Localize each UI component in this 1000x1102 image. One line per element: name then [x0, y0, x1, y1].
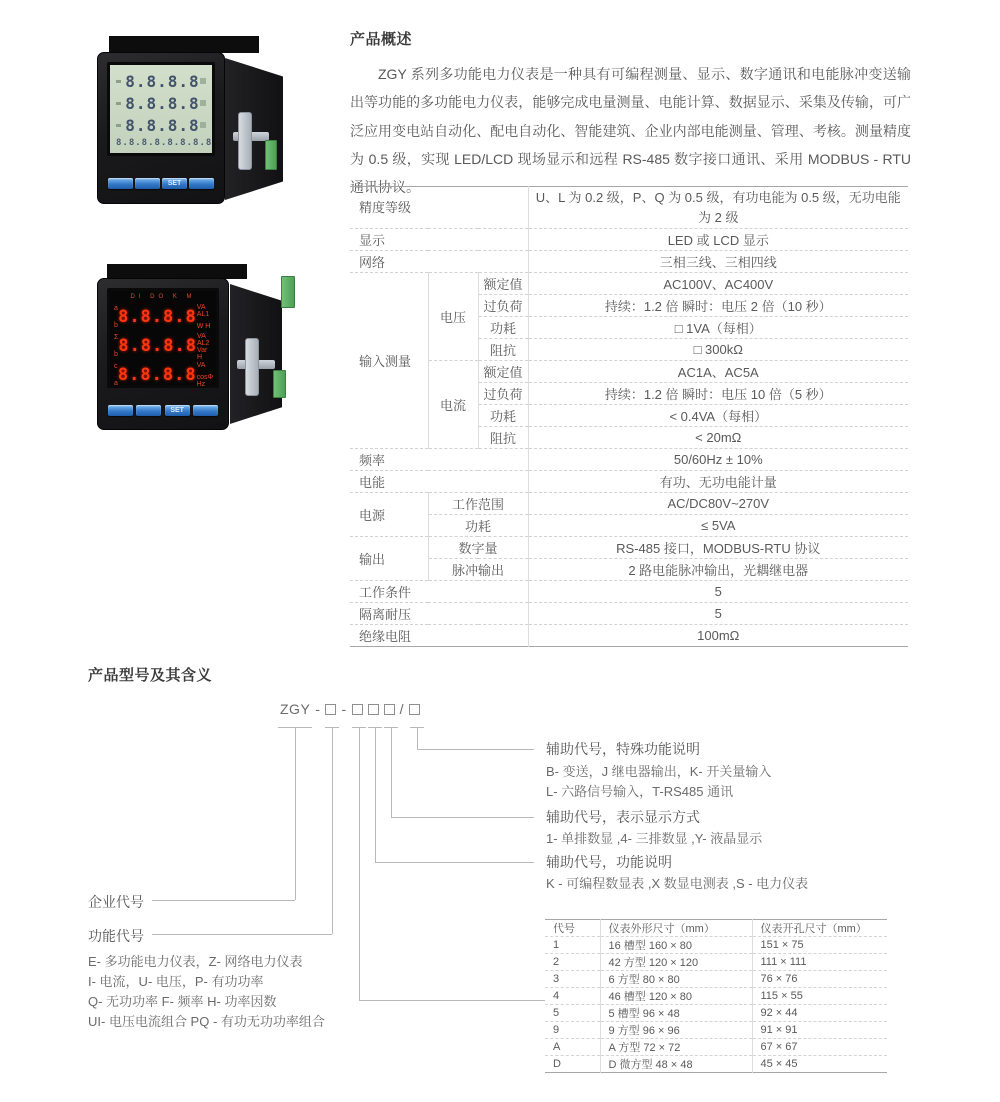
size-header-cutout: 仪表开孔尺寸（mm）	[752, 920, 887, 937]
model-slash: /	[399, 701, 405, 717]
function-code-label: 功能代号	[88, 928, 144, 944]
phase-letter: b	[114, 321, 118, 329]
spec-accuracy-label: 精度等级	[350, 187, 528, 229]
spec-current-impedance-value: < 20mΩ	[528, 427, 908, 449]
terminal-block	[281, 276, 295, 308]
meter-button	[135, 178, 160, 189]
meter-button	[193, 405, 218, 416]
spec-voltage-label: 电压	[428, 273, 478, 361]
size-cell: A 方型 72 × 72	[600, 1039, 752, 1056]
size-cell: A	[545, 1039, 600, 1056]
spec-power-range-value: AC/DC80V~270V	[528, 493, 908, 515]
spec-current-consumption-value: < 0.4VA（每相）	[528, 405, 908, 427]
overview-paragraph: ZGY 系列多功能电力仪表是一种具有可编程测量、显示、数字通讯和电能脉冲变送输出等功能的多功能电力仪表，能够完成电量测量、电能计算、数据显示、采集及传输，可广泛应用变电站自动化、配电自动化、智能建筑、企业内部电能测量、管理、考核。测量精度为 0.5 级，实现 LED/LCD 现场显示和远程 RS-485 数字接口通讯、采用 MODBUS - RTU 通讯协议。	[350, 66, 911, 196]
size-cell: 67 × 67	[752, 1039, 887, 1056]
model-placeholder-box-5	[409, 704, 420, 715]
connector-line-horizontal	[391, 817, 534, 818]
led-unit: VA AL2	[196, 332, 210, 347]
connector-line-vertical	[332, 728, 333, 934]
model-placeholder-box-1	[325, 704, 336, 715]
model-placeholder-box-3	[368, 704, 379, 715]
spec-voltage-rated-label: 额定值	[478, 273, 528, 295]
lcd-unit-mark	[200, 122, 206, 128]
spec-power-label: 电源	[350, 493, 428, 537]
led-unit: W H	[196, 322, 211, 330]
lcd-annunciator	[116, 102, 121, 105]
spec-current-label: 电流	[428, 361, 478, 449]
meter-button-row	[108, 178, 214, 189]
spec-energy-label: 电能	[350, 471, 528, 493]
lcd-digits: 8.8.8.8	[125, 71, 200, 91]
connector-line-vertical	[359, 728, 360, 1000]
connector-line-horizontal	[417, 749, 534, 750]
spec-output-digital-value: RS-485 接口，MODBUS-RTU 协议	[528, 537, 908, 559]
size-cell: 91 × 91	[752, 1022, 887, 1039]
model-placeholder-box-4	[384, 704, 395, 715]
spec-power-consumption-label: 功耗	[428, 515, 528, 537]
spec-voltage-impedance-value: □ 300kΩ	[528, 339, 908, 361]
size-cell: 16 槽型 160 × 80	[600, 937, 752, 954]
spec-display-value: LED 或 LCD 显示	[528, 229, 908, 251]
phase-letter: Σ	[114, 333, 119, 341]
led-unit: cosΦ Hz	[196, 373, 214, 388]
product-photo-lcd-meter	[95, 28, 300, 218]
function-code-line4: UI- 电压电流组合 PQ - 有功无功功率组合	[88, 1014, 325, 1029]
spec-current-rated-value: AC1A、AC5A	[528, 361, 908, 383]
meter-button	[108, 178, 133, 189]
meter-side-housing	[225, 58, 283, 200]
aux-code-display-title: 辅助代号，表示显示方式	[546, 809, 700, 825]
overview-heading: 产品概述	[350, 31, 413, 48]
led-display-row	[114, 302, 212, 331]
size-cell: D	[545, 1056, 600, 1073]
aux-code-special-line1: B- 变送，J 继电器输出，K- 开关量输入	[546, 764, 772, 779]
connector-line-horizontal	[152, 934, 332, 935]
spec-current-overload-label: 过负荷	[478, 383, 528, 405]
spec-voltage-consumption-label: 功耗	[478, 317, 528, 339]
lcd-display-row	[116, 114, 206, 136]
aux-code-function-title: 辅助代号，功能说明	[546, 854, 672, 870]
spec-working-condition-value: 5	[528, 581, 908, 603]
spec-current-overload-value: 持续：1.2 倍 瞬时：电压 10 倍（5 秒）	[528, 383, 908, 405]
led-display-row	[114, 331, 212, 360]
spec-power-range-label: 工作范围	[428, 493, 528, 515]
spec-output-pulse-value: 2 路电能脉冲输出，光耦继电器	[528, 559, 908, 581]
spec-table	[350, 186, 908, 647]
connector-line-vertical	[375, 728, 376, 862]
size-cell: 9 方型 96 × 96	[600, 1022, 752, 1039]
spec-current-consumption-label: 功耗	[478, 405, 528, 427]
phase-letter: a	[114, 379, 118, 387]
spec-current-impedance-label: 阻抗	[478, 427, 528, 449]
led-display	[107, 288, 219, 388]
lcd-display	[107, 62, 215, 156]
spec-output-pulse-label: 脉冲输出	[428, 559, 528, 581]
lcd-small-digits: 8.8.8.8.8.8.8.8	[116, 138, 213, 148]
spec-voltage-overload-label: 过负荷	[478, 295, 528, 317]
terminal-block	[265, 140, 277, 170]
size-cell: 3	[545, 971, 600, 988]
spec-insulation-label: 绝缘电阻	[350, 625, 528, 647]
spec-isolation-value: 5	[528, 603, 908, 625]
meter-set-button: SET	[162, 178, 187, 189]
size-cell: 45 × 45	[752, 1056, 887, 1073]
meter-button-row	[108, 405, 218, 416]
spec-isolation-label: 隔离耐压	[350, 603, 528, 625]
spec-current-rated-label: 额定值	[478, 361, 528, 383]
meter-top-housing	[109, 36, 259, 53]
size-cell: 111 × 111	[752, 954, 887, 971]
spec-network-value: 三相三线、三相四线	[528, 251, 908, 273]
model-heading: 产品型号及其含义	[88, 667, 213, 684]
lcd-annunciator	[116, 80, 121, 83]
spec-voltage-rated-value: AC100V、AC400V	[528, 273, 908, 295]
phase-letter: a	[114, 304, 118, 312]
led-unit: VA AL1	[196, 303, 210, 318]
function-code-line2: I- 电流，U- 电压，P- 有功功率	[88, 974, 264, 989]
led-digits: 8.8.8.8	[118, 335, 197, 356]
led-digits: 8.8.8.8	[118, 306, 197, 327]
led-digits: 8.8.8.8	[117, 364, 197, 385]
lcd-digits: 8.8.8.8	[125, 93, 200, 113]
connector-line-horizontal	[375, 862, 534, 863]
spec-insulation-value: 100mΩ	[528, 625, 908, 647]
lcd-display-row	[116, 70, 206, 92]
spec-voltage-overload-value: 持续：1.2 倍 瞬时：电压 2 倍（10 秒）	[528, 295, 908, 317]
function-code-line1: E- 多功能电力仪表，Z- 网络电力仪表	[88, 954, 303, 969]
spec-frequency-label: 频率	[350, 449, 528, 471]
meter-button	[108, 405, 133, 416]
size-header-outer: 仪表外形尺寸（mm）	[600, 920, 752, 937]
size-cell: 46 槽型 120 × 80	[600, 988, 752, 1005]
aux-code-special-line2: L- 六路信号输入，T-RS485 通讯	[546, 784, 734, 799]
spec-input-label: 输入测量	[350, 273, 428, 449]
led-display-row	[114, 360, 212, 389]
lcd-digits: 8.8.8.8	[125, 115, 200, 135]
spec-working-condition-label: 工作条件	[350, 581, 528, 603]
lcd-unit-mark	[200, 100, 206, 106]
size-cell: 151 × 75	[752, 937, 887, 954]
led-unit: VA	[196, 361, 206, 369]
lcd-display-row	[116, 92, 206, 114]
aux-code-display-line1: 1- 单排数显 ,4- 三排数显 ,Y- 液晶显示	[546, 831, 763, 846]
phase-letter: c	[114, 362, 118, 370]
spec-energy-value: 有功、无功电能计量	[528, 471, 908, 493]
model-prefix: ZGY	[280, 701, 311, 717]
meter-button	[189, 178, 214, 189]
phase-letter: b	[114, 350, 118, 358]
size-cell: 5	[545, 1005, 600, 1022]
spec-output-digital-label: 数字量	[428, 537, 528, 559]
lcd-unit-mark	[200, 78, 206, 84]
spec-accuracy-value: U、L 为 0.2 级，P、Q 为 0.5 级，有功电能为 0.5 级，无功电能为 2 级	[528, 187, 908, 229]
terminal-block	[273, 370, 286, 398]
size-cell: 115 × 55	[752, 988, 887, 1005]
model-code	[280, 701, 420, 717]
led-unit: Var H	[196, 346, 208, 361]
meter-set-button: SET	[165, 405, 190, 416]
led-unit-labels	[197, 304, 212, 330]
size-cell: D 微方型 48 × 48	[600, 1056, 752, 1073]
model-placeholder-box-2	[352, 704, 363, 715]
size-cell: 6 方型 80 × 80	[600, 971, 752, 988]
product-photo-led-meter	[95, 258, 305, 438]
meter-front-panel	[97, 278, 229, 430]
size-cell: 42 方型 120 × 120	[600, 954, 752, 971]
mounting-bracket	[245, 338, 259, 396]
connector-line-horizontal	[359, 1000, 545, 1001]
size-cell: 76 × 76	[752, 971, 887, 988]
meter-front-panel	[97, 52, 225, 204]
aux-code-special-title: 辅助代号，特殊功能说明	[546, 741, 700, 757]
spec-network-label: 网络	[350, 251, 528, 273]
connector-line-vertical	[295, 728, 296, 900]
connector-line-vertical	[391, 728, 392, 817]
connector-line-vertical	[417, 728, 418, 749]
size-cell: 5 槽型 96 × 48	[600, 1005, 752, 1022]
size-table	[545, 919, 887, 1073]
meter-button	[136, 405, 161, 416]
spec-voltage-impedance-label: 阻抗	[478, 339, 528, 361]
spec-power-consumption-value: ≤ 5VA	[528, 515, 908, 537]
lcd-annunciator	[116, 124, 121, 127]
size-cell: 9	[545, 1022, 600, 1039]
spec-output-label: 输出	[350, 537, 428, 581]
aux-code-function-line1: K - 可编程数显表 ,X 数显电测表 ,S - 电力仪表	[546, 876, 809, 891]
led-unit-labels	[197, 333, 212, 359]
size-cell: 4	[545, 988, 600, 1005]
function-code-line3: Q- 无功功率 F- 频率 H- 功率因数	[88, 994, 277, 1009]
size-cell: 2	[545, 954, 600, 971]
mounting-bracket	[238, 112, 252, 170]
spec-display-label: 显示	[350, 229, 528, 251]
spec-voltage-consumption-value: □ 1VA（每相）	[528, 317, 908, 339]
spec-frequency-value: 50/60Hz ± 10%	[528, 449, 908, 471]
company-code-label: 企业代号	[88, 894, 144, 910]
size-cell: 92 × 44	[752, 1005, 887, 1022]
model-dash: -	[341, 701, 347, 717]
led-unit-labels	[197, 362, 213, 388]
size-header-code: 代号	[545, 920, 600, 937]
connector-line-horizontal	[152, 900, 295, 901]
size-cell: 1	[545, 937, 600, 954]
meter-top-housing	[107, 264, 247, 279]
led-indicator-labels: DI DO K M	[130, 294, 196, 300]
model-dash: -	[315, 701, 321, 717]
